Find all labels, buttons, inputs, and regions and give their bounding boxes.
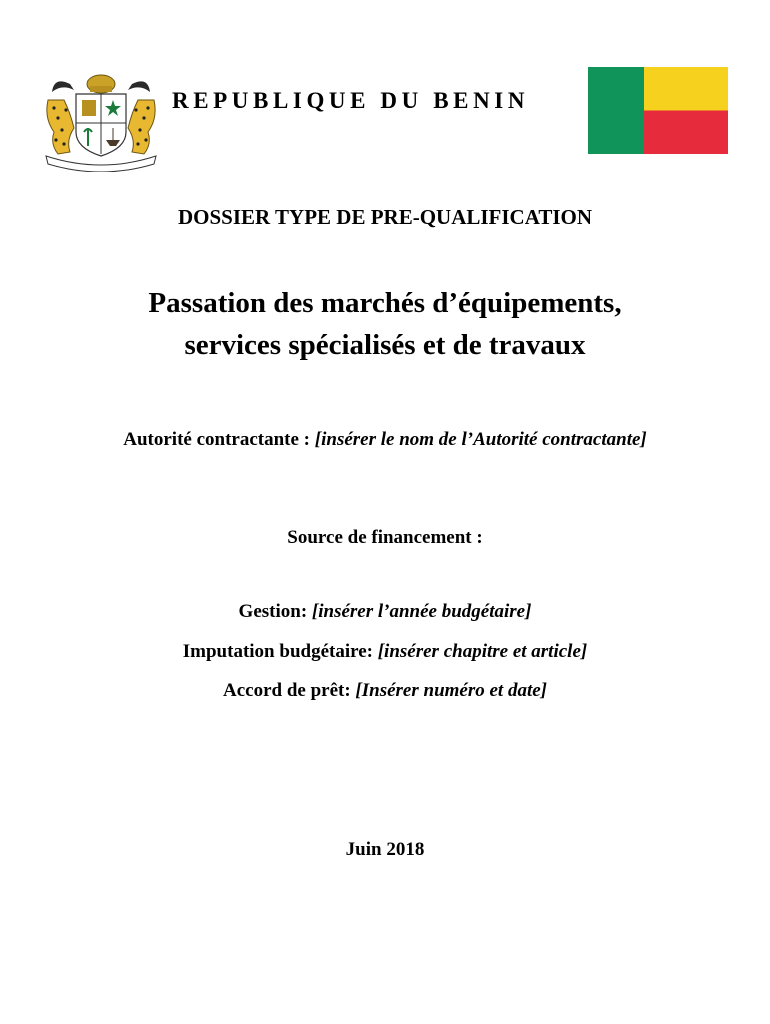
- flag-yellow-band: [644, 67, 728, 111]
- funding-source-field: [110, 524, 660, 551]
- budget-imputation-field: [110, 638, 660, 665]
- contracting-authority-label: Autorité contractante :: [123, 429, 315, 450]
- document-date: Juin 2018: [345, 839, 425, 860]
- country-title: REPUBLIQUE DU BENIN: [172, 88, 530, 113]
- document-title-line-1: Passation des marchés d’équipements,: [148, 287, 622, 319]
- budget-imputation-label: Imputation budgétaire:: [182, 641, 378, 662]
- budget-year-value: [insérer l’année budgétaire]: [311, 601, 532, 622]
- funding-source-label: Source de financement :: [287, 527, 483, 548]
- flag-red-band: [644, 111, 728, 155]
- benin-flag: [588, 67, 728, 154]
- budget-year-label: Gestion:: [238, 601, 312, 622]
- contracting-authority-field: [110, 426, 660, 453]
- loan-agreement-field: [110, 677, 660, 704]
- document-title: [60, 282, 710, 366]
- loan-agreement-value: [Insérer numéro et date]: [355, 680, 547, 701]
- flag-green-band: [588, 67, 644, 154]
- contracting-authority-value: [insérer le nom de l’Autorité contractante]: [314, 429, 647, 450]
- loan-agreement-label: Accord de prêt:: [222, 680, 356, 701]
- budget-year-field: [110, 598, 660, 625]
- document-title-line-2: services spécialisés et de travaux: [184, 329, 586, 361]
- coat-of-arms-emblem: [40, 70, 162, 172]
- budget-imputation-value: [insérer chapitre et article]: [377, 641, 588, 662]
- document-type-heading: DOSSIER TYPE DE PRE-QUALIFICATION: [177, 205, 593, 229]
